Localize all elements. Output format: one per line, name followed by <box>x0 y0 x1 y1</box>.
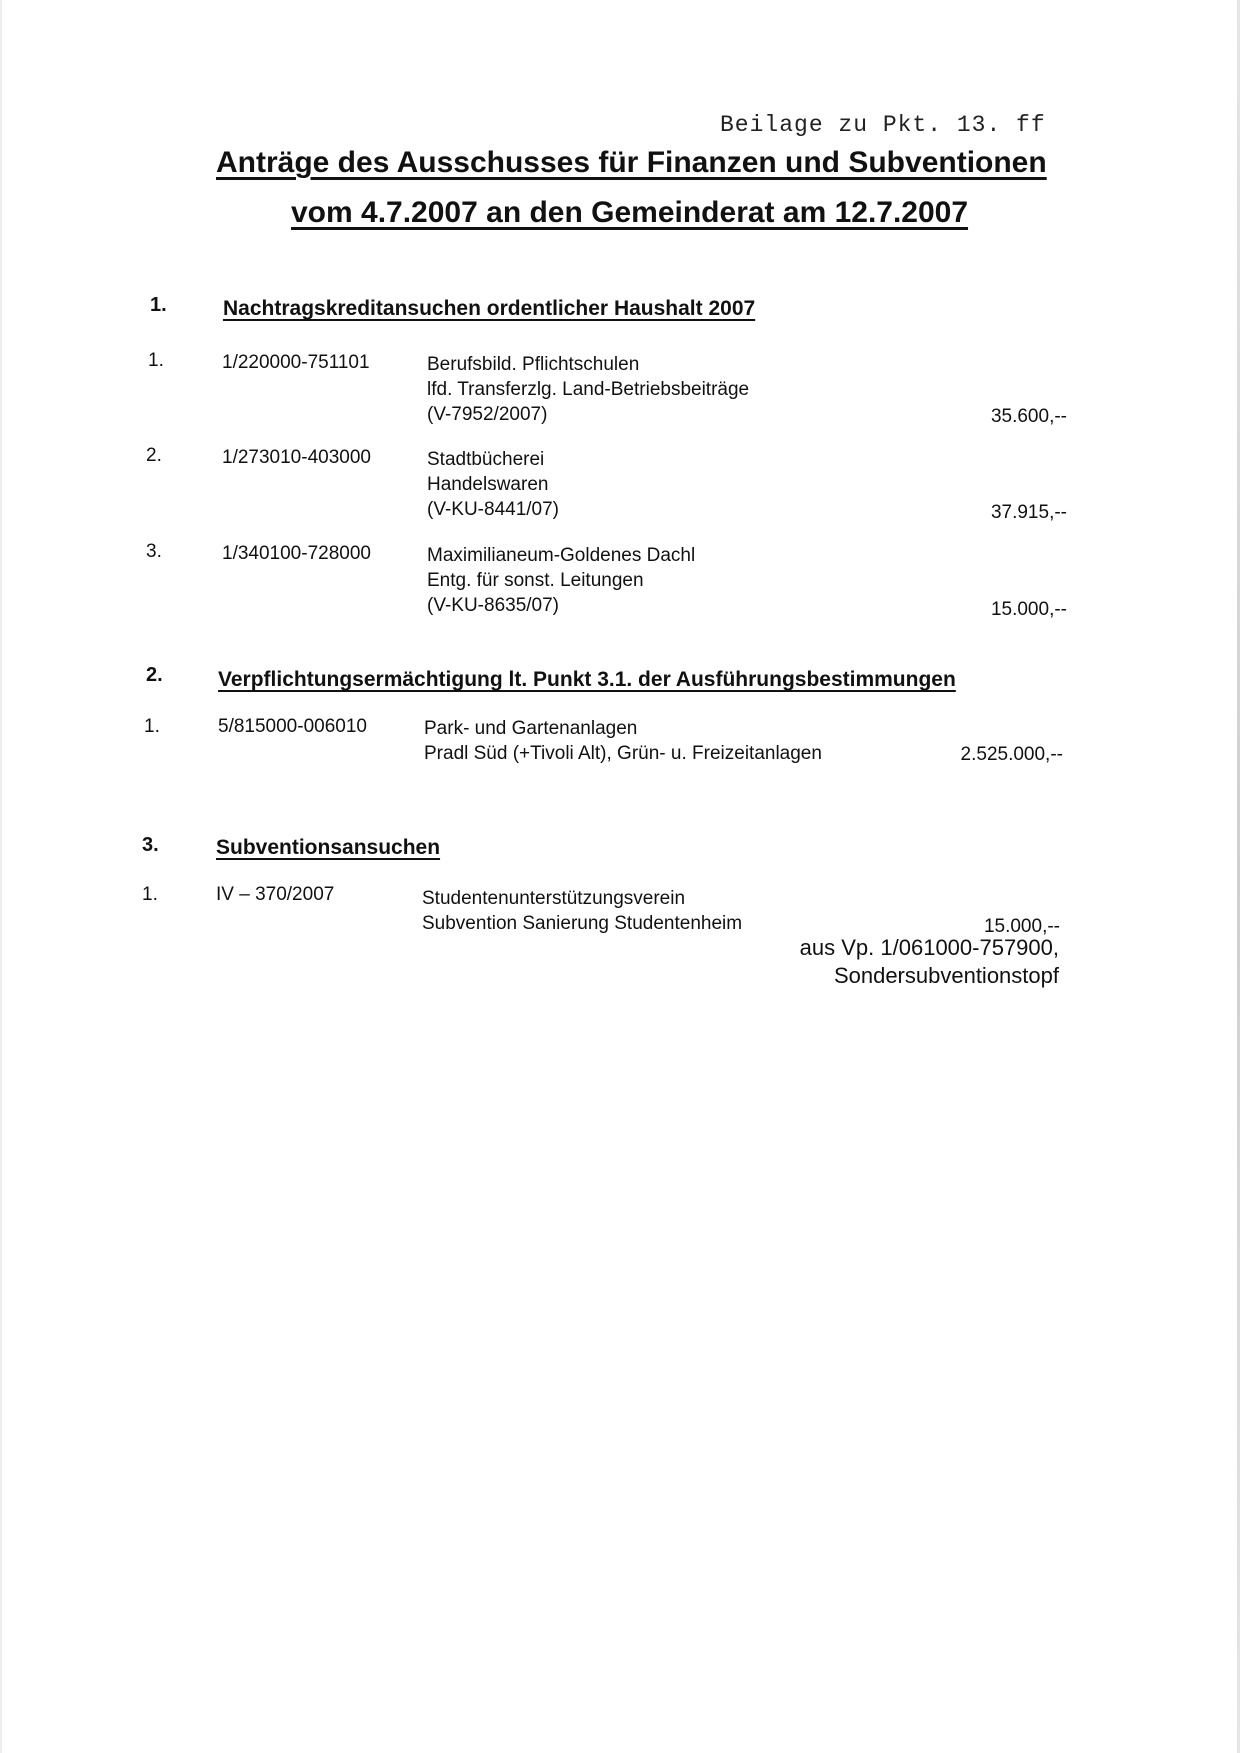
budget-code: IV – 370/2007 <box>216 884 335 905</box>
source-line: Sondersubventionstopf <box>833 963 1059 988</box>
description-line: (V-KU-8441/07) <box>427 499 560 520</box>
budget-code: 1/273010-403000 <box>222 447 371 468</box>
item-amount: 15.000,-- <box>990 599 1067 620</box>
description-line: Park- und Gartenanlagen <box>424 718 638 739</box>
source-line: aus Vp. 1/061000-757900, <box>799 935 1059 960</box>
attachment-note: Beilage zu Pkt. 13. ff <box>720 112 1046 138</box>
description-line: Handelswaren <box>427 474 549 495</box>
budget-code: 1/220000-751101 <box>222 352 370 373</box>
item-amount: 37.915,-- <box>990 502 1067 523</box>
description-line: Pradl Süd (+Tivoli Alt), Grün- u. Freizeitanlagen <box>424 743 822 764</box>
section-number: 1. <box>150 294 167 316</box>
item-description <box>427 352 749 427</box>
item-number: 1. <box>144 716 160 737</box>
description-line: Subvention Sanierung Studentenheim <box>422 913 743 934</box>
item-number: 3. <box>146 541 162 562</box>
section-title: Subventionsansuchen <box>216 836 441 859</box>
item-description <box>422 886 742 936</box>
scan-edge-left <box>0 0 2 1753</box>
item-amount: 15.000,-- <box>983 916 1060 937</box>
description-line: (V-KU-8635/07) <box>427 595 560 616</box>
section-number: 2. <box>146 664 163 686</box>
description-line: Berufsbild. Pflichtschulen <box>427 354 640 375</box>
section-number: 3. <box>142 834 159 856</box>
item-number: 1. <box>142 884 158 905</box>
description-line: (V-7952/2007) <box>427 404 548 425</box>
item-amount: 2.525.000,-- <box>960 744 1063 765</box>
section-title: Nachtragskreditansuchen ordentlicher Haushalt 2007 <box>223 297 756 320</box>
item-number: 1. <box>148 350 164 371</box>
document-subtitle: vom 4.7.2007 an den Gemeinderat am 12.7.2007 <box>291 196 969 229</box>
budget-code: 1/340100-728000 <box>222 543 371 564</box>
description-line: Entg. für sonst. Leitungen <box>427 570 644 591</box>
document-title: Anträge des Ausschusses für Finanzen und Subventionen <box>216 146 1047 179</box>
item-number: 2. <box>146 445 162 466</box>
item-description <box>427 543 695 618</box>
section-title: Verpflichtungsermächtigung lt. Punkt 3.1. der Ausführungsbestimmungen <box>218 668 956 691</box>
budget-code: 5/815000-006010 <box>218 716 367 737</box>
description-line: Studentenunterstützungsverein <box>422 888 686 909</box>
description-line: Maximilianeum-Goldenes Dachl <box>427 545 696 566</box>
item-description <box>427 447 559 522</box>
funding-source <box>800 934 1059 990</box>
item-description <box>424 716 822 766</box>
item-amount: 35.600,-- <box>990 406 1067 427</box>
description-line: lfd. Transferzlg. Land-Betriebsbeiträge <box>427 379 750 400</box>
description-line: Stadtbücherei <box>427 449 545 470</box>
